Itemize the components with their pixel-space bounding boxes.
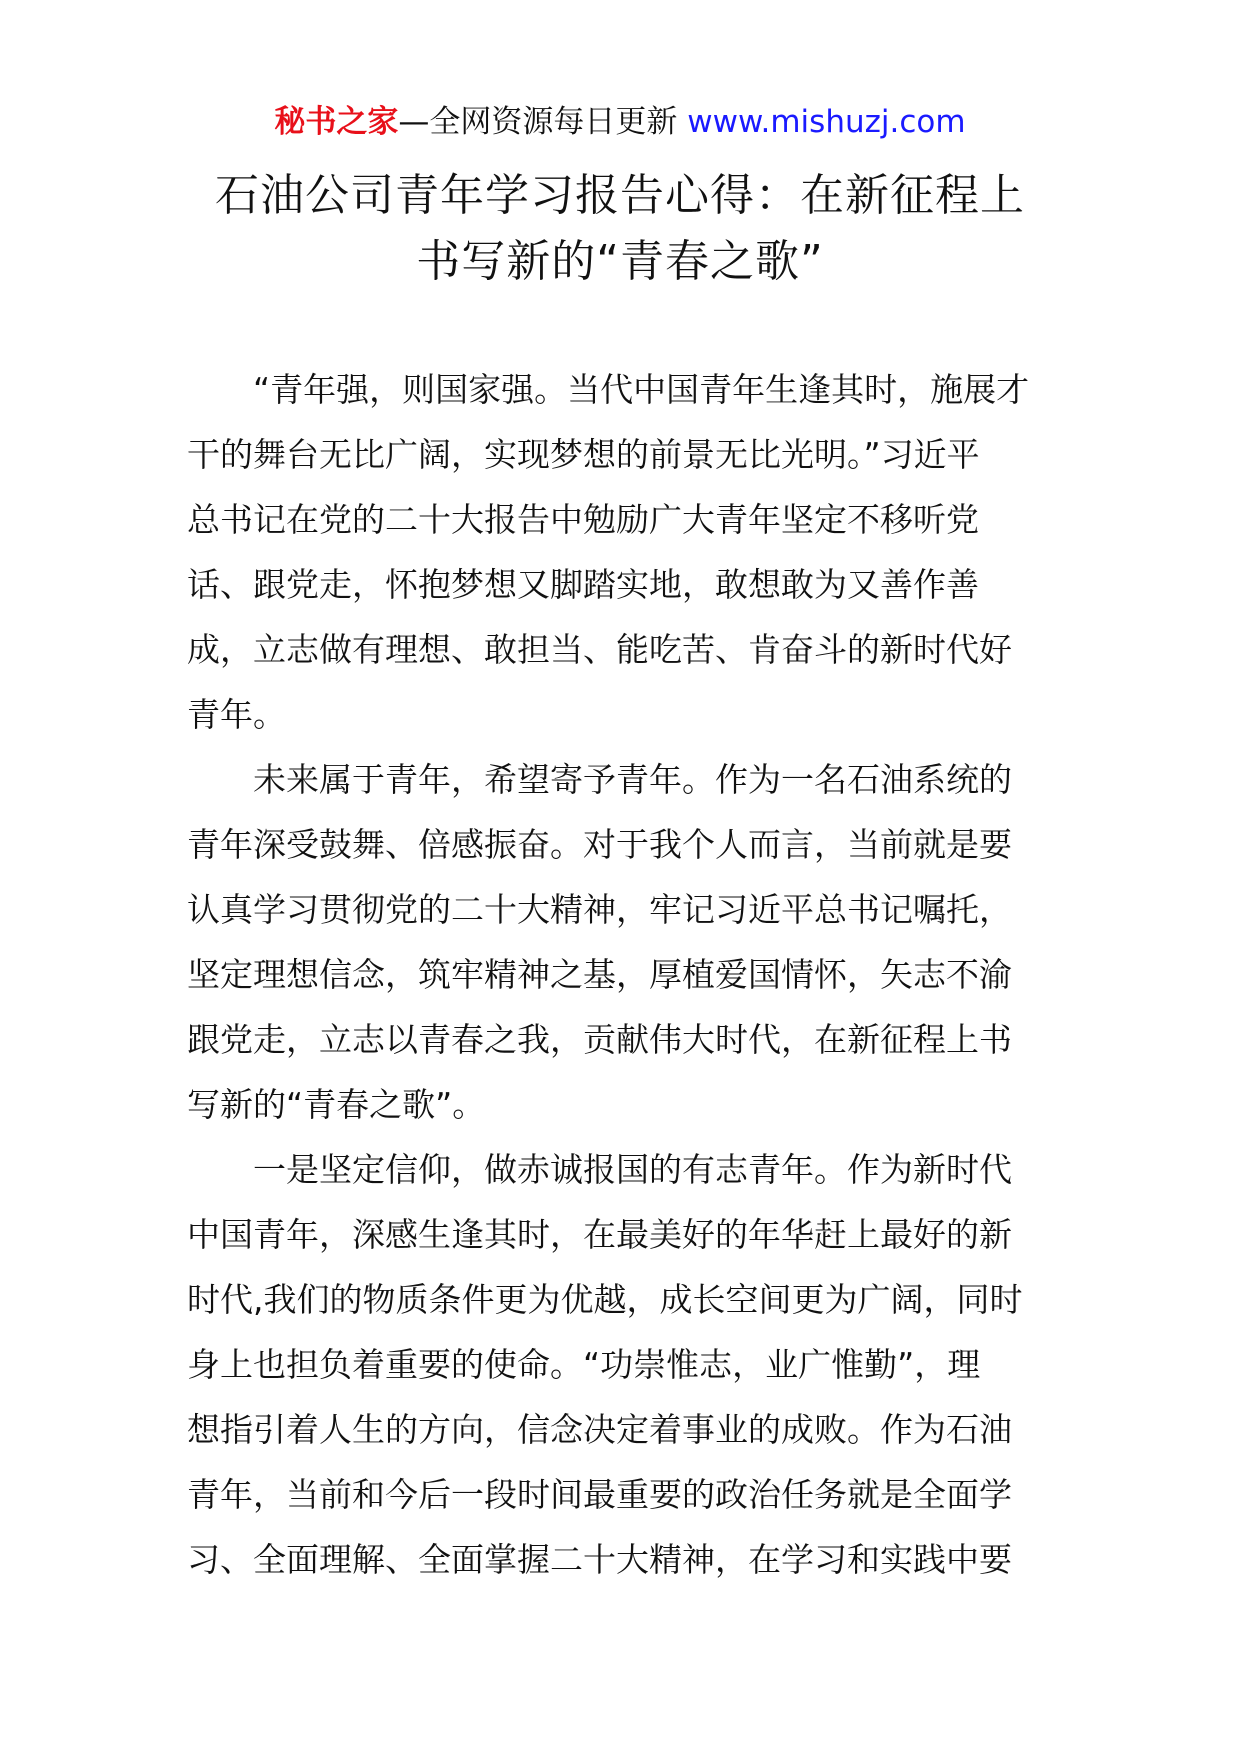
paragraph-line: 未来属于青年，希望寄予青年。作为一名石油系统的 [253, 760, 1012, 799]
site-slogan: —全网资源每日更新 [398, 104, 678, 140]
title-line-2: 书写新的“青春之歌” [416, 236, 824, 287]
paragraph-line: “青年强，则国家强。当代中国青年生逢其时，施展才 [253, 370, 1030, 409]
paragraph-line: 青年。 [187, 695, 286, 734]
site-url-link[interactable]: www.mishuzj.com [687, 104, 966, 140]
paragraph-line: 总书记在党的二十大报告中勉励广大青年坚定不移听党 [187, 500, 979, 539]
paragraph-line: 青年，当前和今后一段时间最重要的政治任务就是全面学 [187, 1475, 1012, 1514]
paragraph-line: 时代,我们的物质条件更为优越，成长空间更为广阔，同时 [187, 1280, 1023, 1319]
document-body [187, 357, 1057, 1592]
site-header [0, 102, 1240, 142]
paragraph-1 [187, 357, 1057, 747]
paragraph-line: 坚定理想信念，筑牢精神之基，厚植爱国情怀，矢志不渝 [187, 955, 1012, 994]
paragraph-line: 青年深受鼓舞、倍感振奋。对于我个人而言，当前就是要 [187, 825, 1012, 864]
document-title [150, 163, 1090, 295]
paragraph-line: 认真学习贯彻党的二十大精神，牢记习近平总书记嘱托， [187, 890, 1012, 929]
paragraph-line: 跟党走，立志以青春之我，贡献伟大时代，在新征程上书 [187, 1020, 1012, 1059]
paragraph-line: 成，立志做有理想、敢担当、能吃苦、肯奋斗的新时代好 [187, 630, 1012, 669]
paragraph-line: 想指引着人生的方向，信念决定着事业的成败。作为石油 [187, 1410, 1012, 1449]
paragraph-line: 身上也担负着重要的使命。“功崇惟志，业广惟勤”，理 [187, 1345, 981, 1384]
paragraph-line: 一是坚定信仰，做赤诚报国的有志青年。作为新时代 [253, 1150, 1012, 1189]
paragraph-line: 中国青年，深感生逢其时，在最美好的年华赶上最好的新 [187, 1215, 1012, 1254]
paragraph-2 [187, 747, 1057, 1137]
paragraph-3 [187, 1137, 1057, 1592]
paragraph-line: 干的舞台无比广阔，实现梦想的前景无比光明。”习近平 [187, 435, 980, 474]
title-line-1: 石油公司青年学习报告心得：在新征程上 [215, 170, 1025, 221]
paragraph-line: 写新的“青春之歌”。 [187, 1085, 486, 1124]
site-brand: 秘书之家 [274, 104, 399, 140]
paragraph-line: 习、全面理解、全面掌握二十大精神，在学习和实践中要 [187, 1540, 1012, 1579]
paragraph-line: 话、跟党走，怀抱梦想又脚踏实地，敢想敢为又善作善 [187, 565, 979, 604]
